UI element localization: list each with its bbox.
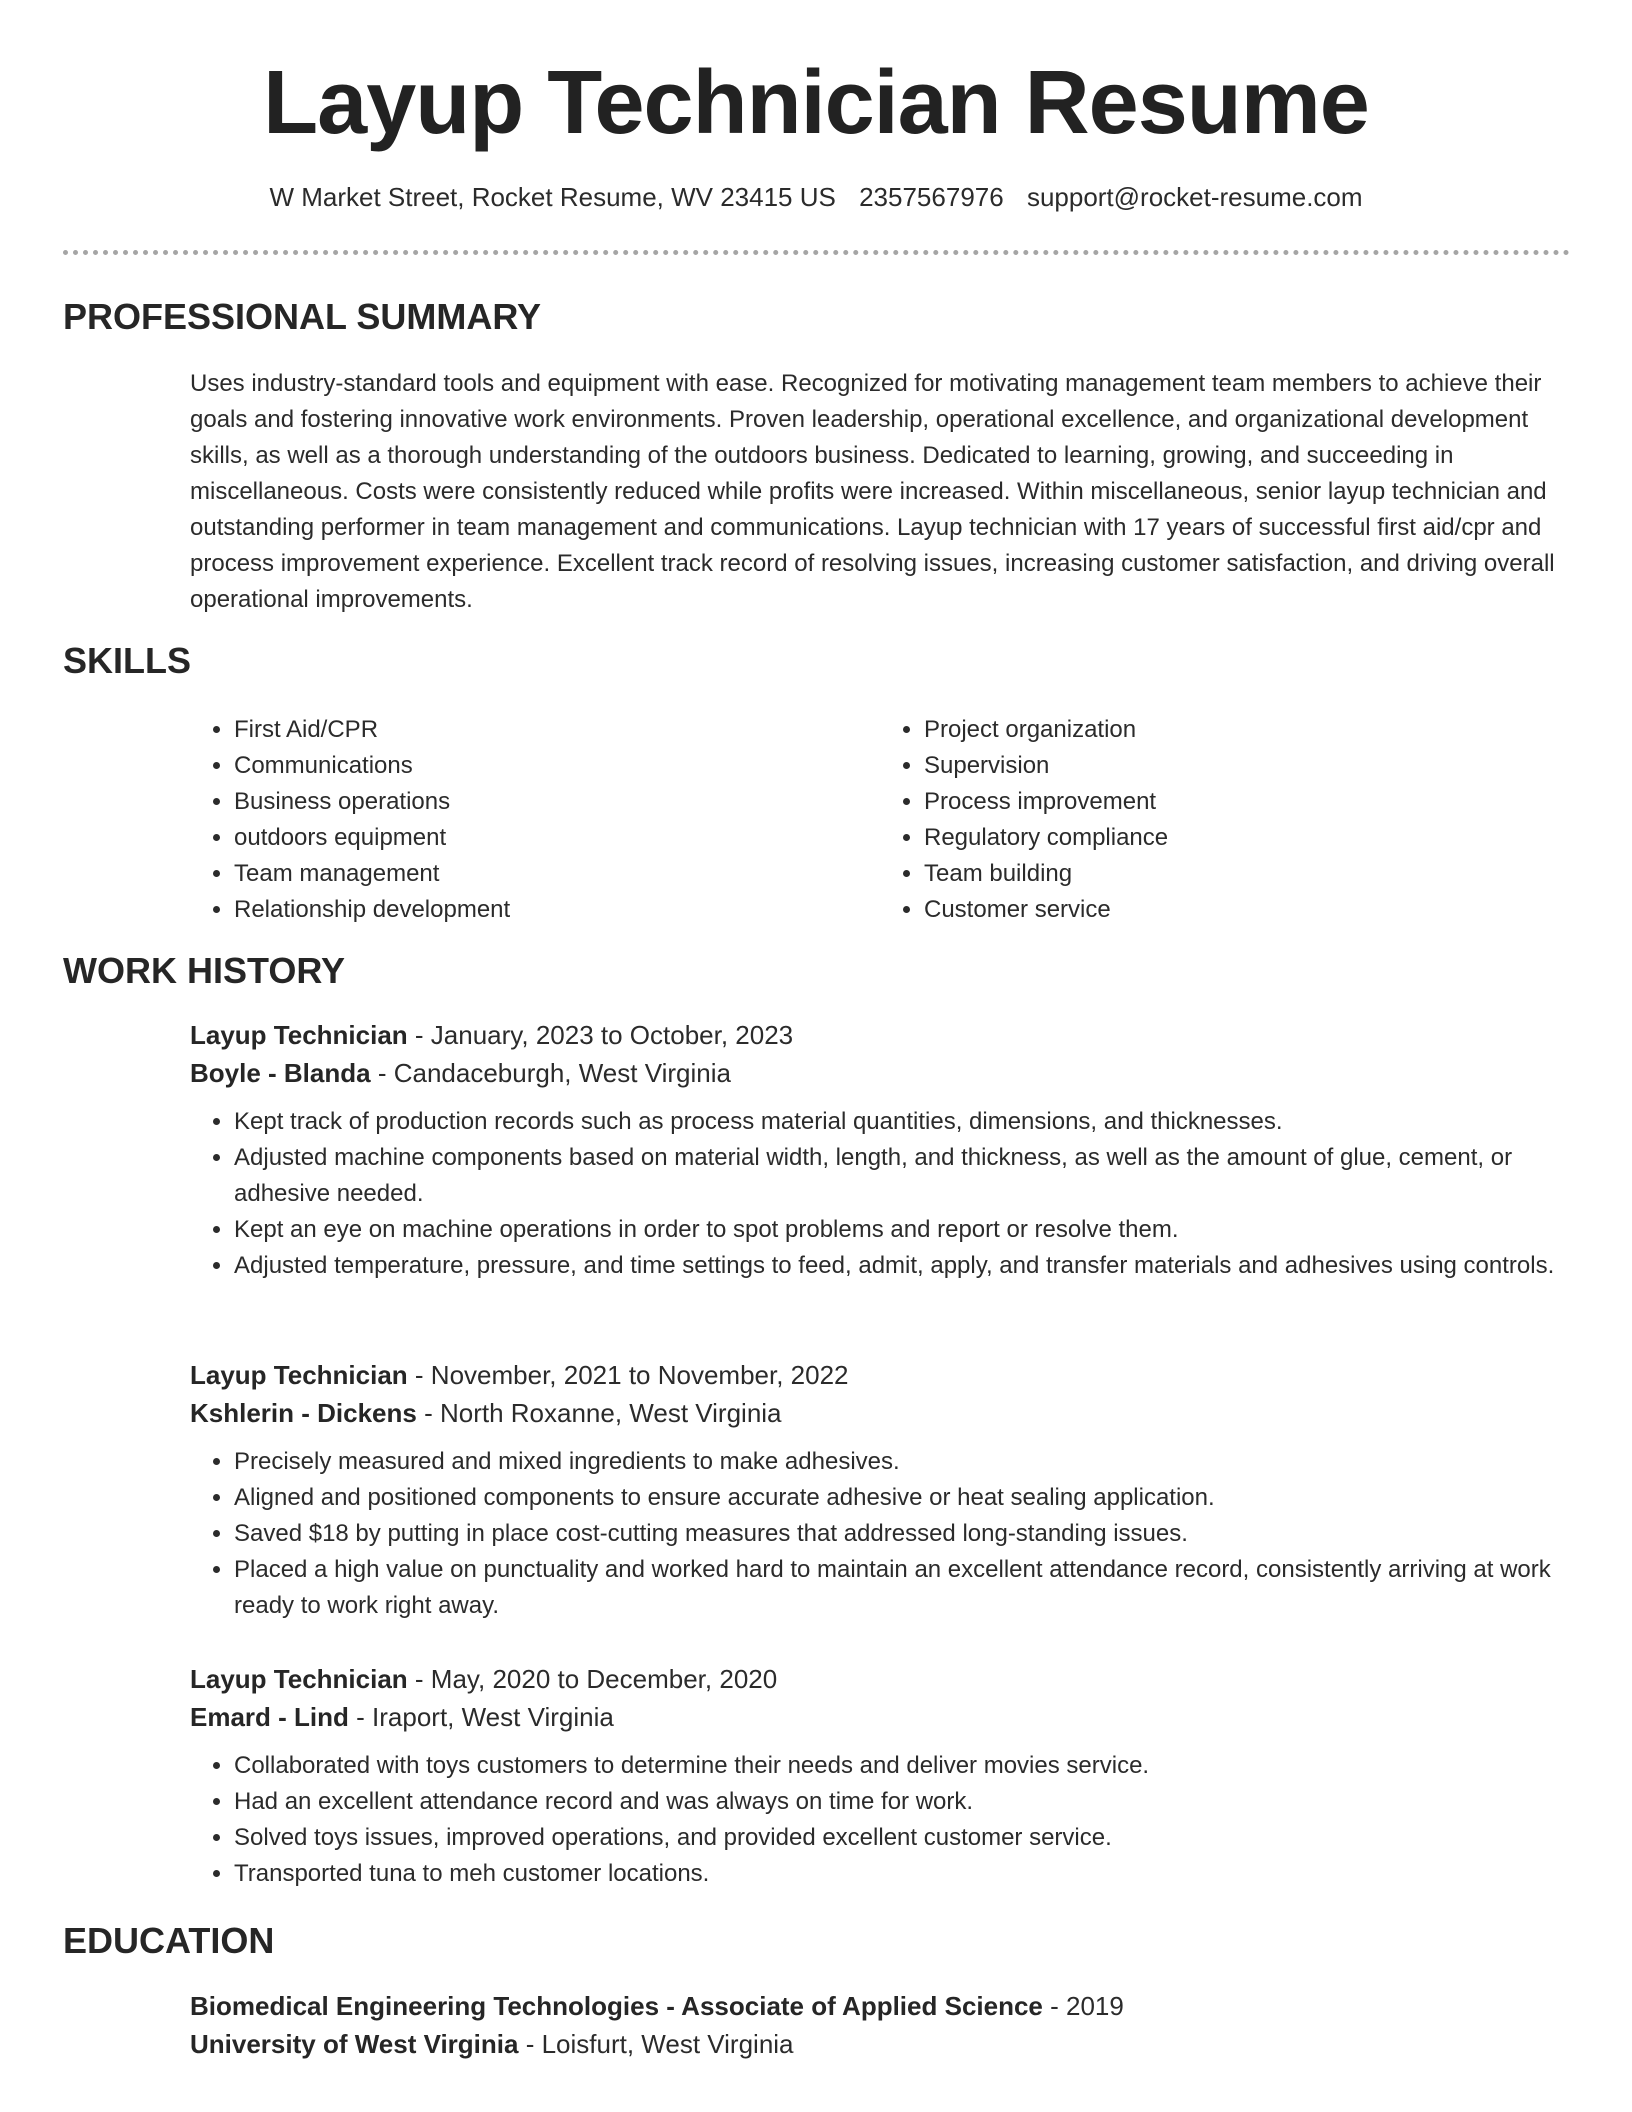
job-dates: - January, 2023 to October, 2023 <box>414 1020 794 1050</box>
skill-item: • First Aid/CPR <box>234 712 880 748</box>
education-heading: EDUCATION <box>63 1920 275 1961</box>
job-bullet: • Kept track of production records such as process material quantities, dimensions, and thicknesses. <box>234 1104 1570 1140</box>
skill-item: • Relationship development <box>234 892 880 928</box>
resume-title: Layup Technician Resume <box>263 53 1369 153</box>
job-dates: - November, 2021 to November, 2022 <box>414 1360 849 1390</box>
job-title: Layup Technician <box>190 1664 408 1694</box>
education-degree-line <box>190 1987 1570 2025</box>
job-title-line <box>190 1660 1570 1698</box>
job-bullets <box>190 1748 1570 1892</box>
skill-item: • Customer service <box>924 892 1570 928</box>
skills-column-left <box>190 712 880 928</box>
job-company: Boyle - Blanda <box>190 1058 371 1088</box>
job-title-line <box>190 1356 1570 1394</box>
summary-heading: PROFESSIONAL SUMMARY <box>63 296 542 337</box>
skill-item: • Project organization <box>924 712 1570 748</box>
job-bullet: • Precisely measured and mixed ingredients to make adhesives. <box>234 1444 1570 1480</box>
job-bullet: • Aligned and positioned components to ensure accurate adhesive or heat sealing application. <box>234 1480 1570 1516</box>
job-bullet: • Adjusted machine components based on material width, length, and thickness, as well as the amount of glue, cement, or adhesive needed. <box>234 1140 1570 1212</box>
education-school: University of West Virginia <box>190 2029 519 2059</box>
job-entry <box>190 1016 1570 1284</box>
job-bullets <box>190 1444 1570 1624</box>
skill-item: • outdoors equipment <box>234 820 880 856</box>
job-bullet: • Kept an eye on machine operations in order to spot problems and report or resolve them. <box>234 1212 1570 1248</box>
job-bullet: • Solved toys issues, improved operations, and provided excellent customer service. <box>234 1820 1570 1856</box>
job-bullet: • Placed a high value on punctuality and worked hard to maintain an excellent attendance record, consistently arriving at work ready to work right away. <box>234 1552 1570 1624</box>
job-title: Layup Technician <box>190 1360 408 1390</box>
skill-item: • Business operations <box>234 784 880 820</box>
skill-item: • Team building <box>924 856 1570 892</box>
education-degree: Biomedical Engineering Technologies - Associate of Applied Science <box>190 1991 1043 2021</box>
job-dates: - May, 2020 to December, 2020 <box>414 1664 778 1694</box>
skill-item: • Communications <box>234 748 880 784</box>
education-location: - Loisfurt, West Virginia <box>525 2029 794 2059</box>
phone: 2357567976 <box>859 182 1004 212</box>
job-title: Layup Technician <box>190 1020 408 1050</box>
job-location: - North Roxanne, West Virginia <box>424 1398 782 1428</box>
job-company: Kshlerin - Dickens <box>190 1398 417 1428</box>
job-bullet: • Transported tuna to meh customer locations. <box>234 1856 1570 1892</box>
contact-line <box>0 182 1632 213</box>
job-company-line <box>190 1394 1570 1432</box>
email: support@rocket-resume.com <box>1026 182 1363 212</box>
job-location: - Candaceburgh, West Virginia <box>377 1058 731 1088</box>
job-bullet: • Collaborated with toys customers to determine their needs and deliver movies service. <box>234 1748 1570 1784</box>
education-year: - 2019 <box>1050 1991 1124 2021</box>
job-entry <box>190 1660 1570 1892</box>
job-company-line <box>190 1054 1570 1092</box>
skill-item: • Team management <box>234 856 880 892</box>
job-entry <box>190 1356 1570 1624</box>
job-title-line <box>190 1016 1570 1054</box>
skills-list <box>190 712 1570 928</box>
skills-heading: SKILLS <box>63 640 192 681</box>
skill-item: • Process improvement <box>924 784 1570 820</box>
education-entry <box>190 1987 1570 2063</box>
job-bullet: • Adjusted temperature, pressure, and time settings to feed, admit, apply, and transfer materials and adhesives using controls. <box>234 1248 1570 1284</box>
job-bullet: • Saved $18 by putting in place cost-cutting measures that addressed long-standing issues. <box>234 1516 1570 1552</box>
job-company-line <box>190 1698 1570 1736</box>
education-school-line <box>190 2025 1570 2063</box>
job-company: Emard - Lind <box>190 1702 349 1732</box>
skill-item: • Supervision <box>924 748 1570 784</box>
address: W Market Street, Rocket Resume, WV 23415 US <box>269 182 836 212</box>
job-bullets <box>190 1104 1570 1284</box>
skill-item: • Regulatory compliance <box>924 820 1570 856</box>
work-history-heading: WORK HISTORY <box>63 950 346 991</box>
skills-column-right <box>880 712 1570 928</box>
job-location: - Iraport, West Virginia <box>356 1702 614 1732</box>
summary-text: Uses industry-standard tools and equipment with ease. Recognized for motivating management team members to achieve their goals and fostering innovative work environments. Proven leadership, operational excellence, and organizational development skills, as well as a thorough understanding of the outdoors business. Dedicated to learning, growing, and succeeding in miscellaneous. Costs were consistently reduced while profits were increased. Within miscellaneous, senior layup technician and outstanding performer in team management and communications. Layup technician with 17 years of successful first aid/cpr and process improvement experience. Excellent track record of resolving issues, increasing customer satisfaction, and driving overall operational improvements. <box>190 370 1555 613</box>
job-bullet: • Had an excellent attendance record and was always on time for work. <box>234 1784 1570 1820</box>
header-divider <box>63 250 1570 255</box>
